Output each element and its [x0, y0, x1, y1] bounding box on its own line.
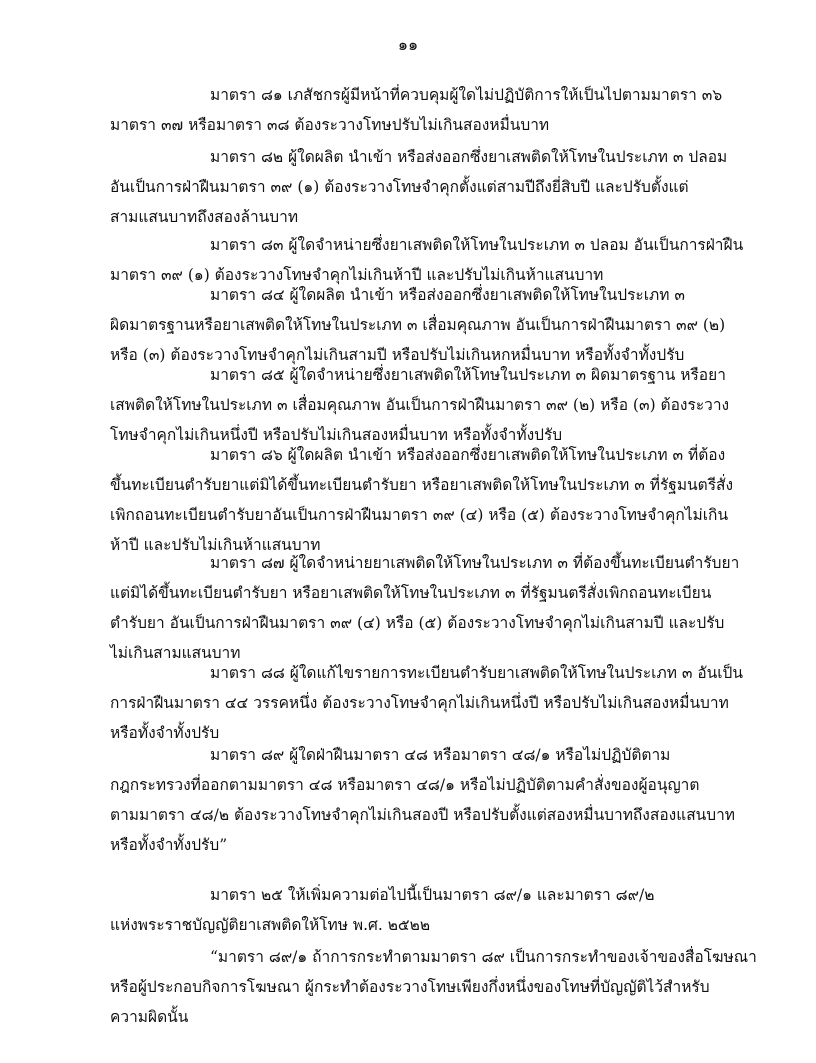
- text-line: ตำรับยา อันเป็นการฝ่าฝืนมาตรา ๓๙ (๔) หรือ (๕) ต้องระวางโทษจำคุกไม่เกินสามปี และปรับ: [110, 614, 725, 632]
- text-line: เสพติดให้โทษในประเภท ๓ เสื่อมคุณภาพ อันเป็นการฝ่าฝืนมาตรา ๓๙ (๒) หรือ (๓) ต้องระวาง: [110, 396, 730, 414]
- text-line: มาตรา ๘๗ ผู้ใดจำหน่ายยาเสพติดให้โทษในประเภท ๓ ที่ต้องขึ้นทะเบียนตำรับยา: [210, 554, 740, 572]
- page-number: ๑๑: [397, 35, 419, 54]
- text-line: ตามมาตรา ๔๘/๒ ต้องระวางโทษจำคุกไม่เกินสองปี หรือปรับตั้งแต่สองหมื่นบาทถึงสองแสนบาท: [110, 806, 736, 824]
- text-line: แต่มิได้ขึ้นทะเบียนตำรับยา หรือยาเสพติดให้โทษในประเภท ๓ ที่รัฐมนตรีสั่งเพิกถอนทะเบียน: [110, 584, 712, 602]
- section-87: [110, 548, 740, 668]
- text-line: กฎกระทรวงที่ออกตามมาตรา ๔๘ หรือมาตรา ๔๘/๑ หรือไม่ปฏิบัติตามคำสั่งของผู้อนุญาต: [110, 776, 700, 794]
- text-line: หรือทั้งจำทั้งปรับ: [110, 724, 220, 742]
- text-line: ผิดมาตรฐานหรือยาเสพติดให้โทษในประเภท ๓ เสื่อมคุณภาพ อันเป็นการฝ่าฝืนมาตรา ๓๙ (๒): [110, 316, 726, 334]
- text-line: มาตรา ๒๕ ให้เพิ่มความต่อไปนี้เป็นมาตรา ๘๙/๑ และมาตรา ๘๙/๒: [210, 886, 655, 904]
- text-line: มาตรา ๘๖ ผู้ใดผลิต นำเข้า หรือส่งออกซึ่งยาเสพติดให้โทษในประเภท ๓ ที่ต้อง: [210, 446, 726, 464]
- section-89: [110, 740, 736, 860]
- text-line: หรือทั้งจำทั้งปรับ”: [110, 836, 228, 854]
- text-line: ขึ้นทะเบียนตำรับยาแต่มิได้ขึ้นทะเบียนตำรับยา หรือยาเสพติดให้โทษในประเภท ๓ ที่รัฐมนตรีสั่ง: [110, 476, 734, 494]
- text-line: มาตรา ๘๒ ผู้ใดผลิต นำเข้า หรือส่งออกซึ่งยาเสพติดให้โทษในประเภท ๓ ปลอม: [210, 148, 728, 166]
- text-line: สามแสนบาทถึงสองล้านบาท: [110, 208, 299, 226]
- text-line: โทษจำคุกไม่เกินหนึ่งปี หรือปรับไม่เกินสองหมื่นบาท หรือทั้งจำทั้งปรับ: [110, 426, 563, 444]
- text-line: มาตรา ๘๔ ผู้ใดผลิต นำเข้า หรือส่งออกซึ่งยาเสพติดให้โทษในประเภท ๓: [210, 286, 685, 304]
- section-88: [110, 658, 743, 748]
- text-line: มาตรา ๓๗ หรือมาตรา ๓๘ ต้องระวางโทษปรับไม่เกินสองหมื่นบาท: [110, 116, 550, 134]
- text-line: มาตรา ๘๙ ผู้ใดฝ่าฝืนมาตรา ๔๘ หรือมาตรา ๔๘/๑ หรือไม่ปฏิบัติตาม: [210, 746, 671, 764]
- section-25: [110, 880, 720, 940]
- text-line: เพิกถอนทะเบียนตำรับยาอันเป็นการฝ่าฝืนมาตรา ๓๙ (๔) หรือ (๕) ต้องระวางโทษจำคุกไม่เกิน: [110, 506, 729, 524]
- text-line: หรือ (๓) ต้องระวางโทษจำคุกไม่เกินสามปี หรือปรับไม่เกินหกหมื่นบาท หรือทั้งจำทั้งปรับ: [110, 346, 685, 364]
- text-line: ไม่เกินสามแสนบาท: [110, 644, 241, 662]
- section-81: [110, 80, 723, 140]
- text-line: แห่งพระราชบัญญัติยาเสพติดให้โทษ พ.ศ. ๒๕๒๒: [110, 916, 431, 934]
- text-line: มาตรา ๘๑ เภสัชกรผู้มีหน้าที่ควบคุมผู้ใดไม่ปฏิบัติการให้เป็นไปตามมาตรา ๓๖: [210, 86, 723, 104]
- text-line: มาตรา ๘๘ ผู้ใดแก้ไขรายการทะเบียนตำรับยาเสพติดให้โทษในประเภท ๓ อันเป็น: [210, 664, 743, 682]
- section-89-1: [110, 942, 757, 1032]
- text-line: การฝ่าฝืนมาตรา ๔๔ วรรคหนึ่ง ต้องระวางโทษจำคุกไม่เกินหนึ่งปี หรือปรับไม่เกินสองหมื่นบาท: [110, 694, 729, 712]
- section-82: [110, 142, 728, 232]
- text-line: มาตรา ๓๙ (๑) ต้องระวางโทษจำคุกไม่เกินห้าปี และปรับไม่เกินห้าแสนบาท: [110, 266, 604, 284]
- text-line: “มาตรา ๘๙/๑ ถ้าการกระทำตามมาตรา ๘๙ เป็นการกระทำของเจ้าของสื่อโฆษณา: [210, 948, 757, 966]
- text-line: มาตรา ๘๓ ผู้ใดจำหน่ายซึ่งยาเสพติดให้โทษในประเภท ๓ ปลอม อันเป็นการฝ่าฝืน: [210, 236, 744, 254]
- text-line: อันเป็นการฝ่าฝืนมาตรา ๓๙ (๑) ต้องระวางโทษจำคุกตั้งแต่สามปีถึงยี่สิบปี และปรับตั้งแต่: [110, 178, 689, 196]
- section-86: [110, 440, 734, 560]
- text-line: ความผิดนั้น: [110, 1008, 189, 1026]
- text-line: หรือผู้ประกอบกิจการโฆษณา ผู้กระทำต้องระวางโทษเพียงกึ่งหนึ่งของโทษที่บัญญัติไว้สำหรับ: [110, 978, 710, 996]
- section-85: [110, 360, 730, 450]
- text-line: มาตรา ๘๕ ผู้ใดจำหน่ายซึ่งยาเสพติดให้โทษในประเภท ๓ ผิดมาตรฐาน หรือยา: [210, 366, 726, 384]
- section-84: [110, 280, 726, 370]
- text-line: ห้าปี และปรับไม่เกินห้าแสนบาท: [110, 536, 321, 554]
